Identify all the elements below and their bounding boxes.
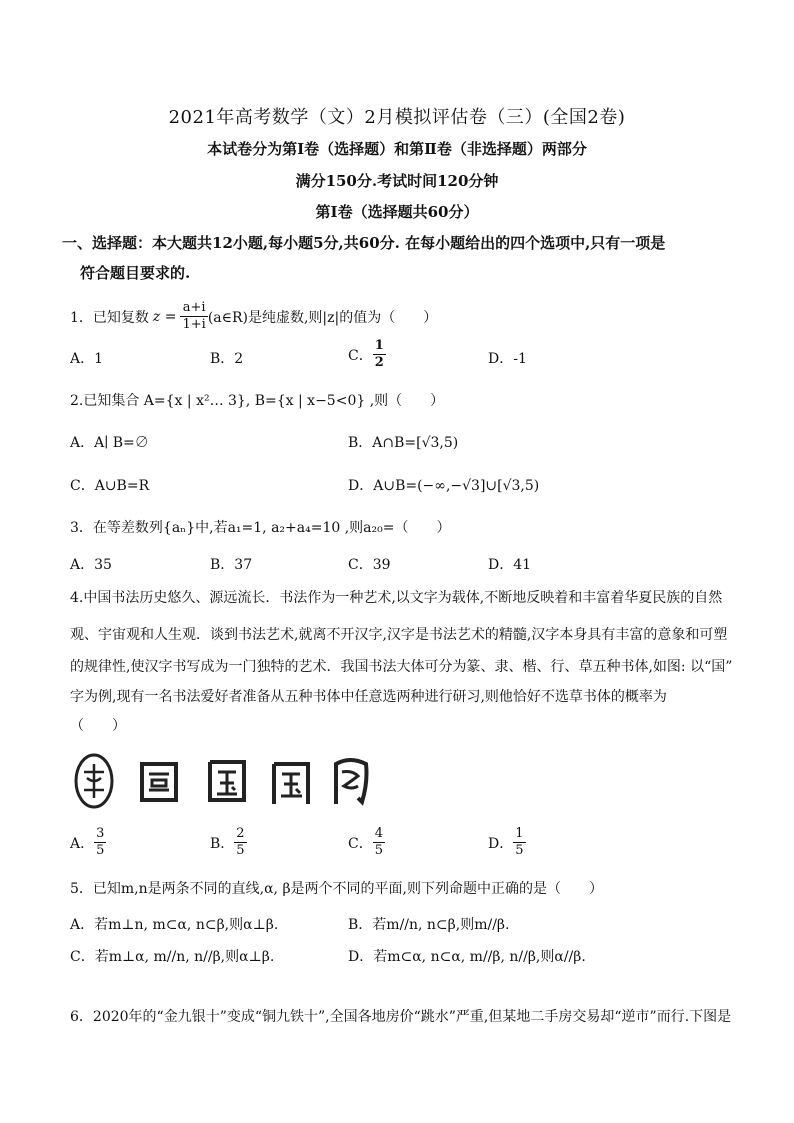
- q1-option-b: B．2: [210, 351, 244, 367]
- q5-option-d: D．若m⊂α, n⊂α, m//β, n//β,则α//β.: [348, 949, 586, 965]
- q4-option-c-label: C．: [348, 835, 373, 852]
- question-4-line4: 字为例,现有一名书法爱好者准备从五种书体中任意选两种进行研习,则他恰好不选草书体的概率为: [70, 689, 667, 705]
- q4-option-d-fraction: [513, 826, 525, 859]
- q1-option-c: [348, 338, 386, 371]
- q1-option-d: D．-1: [488, 351, 527, 367]
- question-4-line3: 的规律性,使汉字书写成为一门独特的艺术．我国书法大体可分为篆、隶、楷、行、草五种书体,如图: 以“国”: [70, 659, 733, 675]
- q4-option-b-den: 5: [236, 843, 245, 858]
- q1-option-c-fraction: [373, 338, 386, 371]
- q2-option-a: A．A∣ B=∅: [70, 435, 149, 451]
- q4-option-c-den: 5: [374, 843, 383, 858]
- q5-option-b: B．若m//n, n⊂β,则m//β.: [348, 917, 510, 933]
- exam-title: 2021年高考数学（文）2月模拟评估卷（三）(全国2卷): [168, 107, 626, 128]
- q1-option-c-den: 2: [374, 355, 384, 370]
- q1-condition: (a∈R)是纯虚数,则|z|的值为（ ）: [207, 309, 438, 326]
- calligraphy-regular-script-image: [205, 756, 249, 806]
- q4-option-c: [348, 826, 385, 859]
- q1-option-a: A．1: [70, 351, 104, 367]
- q1-fraction: [180, 300, 207, 333]
- q4-option-a-den: 5: [96, 843, 105, 858]
- q1-option-c-num: 1: [374, 338, 384, 353]
- q1-fraction-numerator: a+i: [180, 300, 207, 317]
- calligraphy-running-script-image: [268, 756, 314, 808]
- q2-option-b: B．A∩B=[√3,5): [348, 435, 459, 451]
- q4-option-c-num: 4: [374, 826, 383, 841]
- question-4-line1: 4.中国书法历史悠久、源远流长．书法作为一种艺术,以文字为载体,不断地反映着和丰富着华夏民族的自然: [70, 590, 723, 606]
- q5-option-c: C．若m⊥α, m//n, n//β,则α⊥β.: [70, 949, 275, 965]
- calligraphy-cursive-script-image: [328, 752, 372, 812]
- section-heading-line2: 符合题目要求的.: [80, 264, 191, 282]
- q1-z: z =: [152, 308, 177, 325]
- q4-option-c-fraction: [373, 826, 385, 859]
- q1-fraction-denominator: 1+i: [182, 317, 206, 332]
- q4-option-b: [210, 826, 247, 859]
- q3-option-d: D．41: [488, 557, 532, 573]
- q4-option-a-fraction: [94, 826, 106, 859]
- question-1-stem: [70, 300, 437, 333]
- question-5-stem: 5．已知m,n是两条不同的直线,α, β是两个不同的平面,则下列命题中正确的是（ ）: [70, 881, 603, 897]
- q4-option-a-num: 3: [96, 826, 105, 841]
- q4-option-d-label: D．: [488, 835, 514, 852]
- calligraphy-seal-script-image: [72, 750, 116, 812]
- q4-option-b-fraction: [234, 826, 246, 859]
- q4-option-d-num: 1: [515, 826, 524, 841]
- q3-option-a: A．35: [70, 557, 112, 573]
- section-heading-line1: 一、选择题：本大题共12小题,每小题5分,共60分. 在每小题给出的四个选项中,只有一项是: [62, 234, 666, 252]
- question-6-stem: 6．2020年的“金九银十”变成“铜九铁十”,全国各地房价“跳水”严重,但某地二手房交易却“逆市”而行.下图是: [70, 1009, 732, 1025]
- exam-score-time: 满分150分.考试时间120分钟: [295, 172, 499, 190]
- q4-option-a-label: A．: [70, 835, 95, 852]
- q4-option-d: [488, 826, 526, 859]
- q3-option-b: B．37: [210, 557, 253, 573]
- q2-option-c: C．A∪B=R: [70, 478, 150, 494]
- q4-option-a: [70, 826, 106, 859]
- q1-option-c-label: C．: [348, 347, 373, 364]
- question-4-line5: （ ）: [70, 718, 126, 734]
- q4-option-d-den: 5: [515, 843, 524, 858]
- calligraphy-clerical-script-image: [138, 760, 180, 804]
- part-one-heading: 第Ⅰ卷（选择题共60分）: [315, 203, 479, 221]
- exam-structure-note: 本试卷分为第Ⅰ卷（选择题）和第Ⅱ卷（非选择题）两部分: [207, 140, 587, 158]
- q5-option-a: A．若m⊥n, m⊂α, n⊂β,则α⊥β.: [70, 917, 279, 933]
- question-3-stem: 3．在等差数列{aₙ}中,若a₁=1, a₂+a₄=10 ,则a₂₀=（ ）: [70, 520, 451, 536]
- q2-option-d: D．A∪B=(−∞,−√3]∪[√3,5): [348, 478, 540, 494]
- q3-option-c: C．39: [348, 557, 391, 573]
- q1-prefix: 1．已知复数: [70, 309, 149, 326]
- question-4-line2: 观、宇宙观和人生观．谈到书法艺术,就离不开汉字,汉字是书法艺术的精髓,汉字本身具有丰富的意象和可塑: [70, 627, 728, 643]
- q4-option-b-num: 2: [236, 826, 245, 841]
- question-2-stem: 2.已知集合 A={x | x²… 3}, B={x | x−5<0} ,则（ ）: [70, 393, 445, 409]
- q4-option-b-label: B．: [210, 835, 235, 852]
